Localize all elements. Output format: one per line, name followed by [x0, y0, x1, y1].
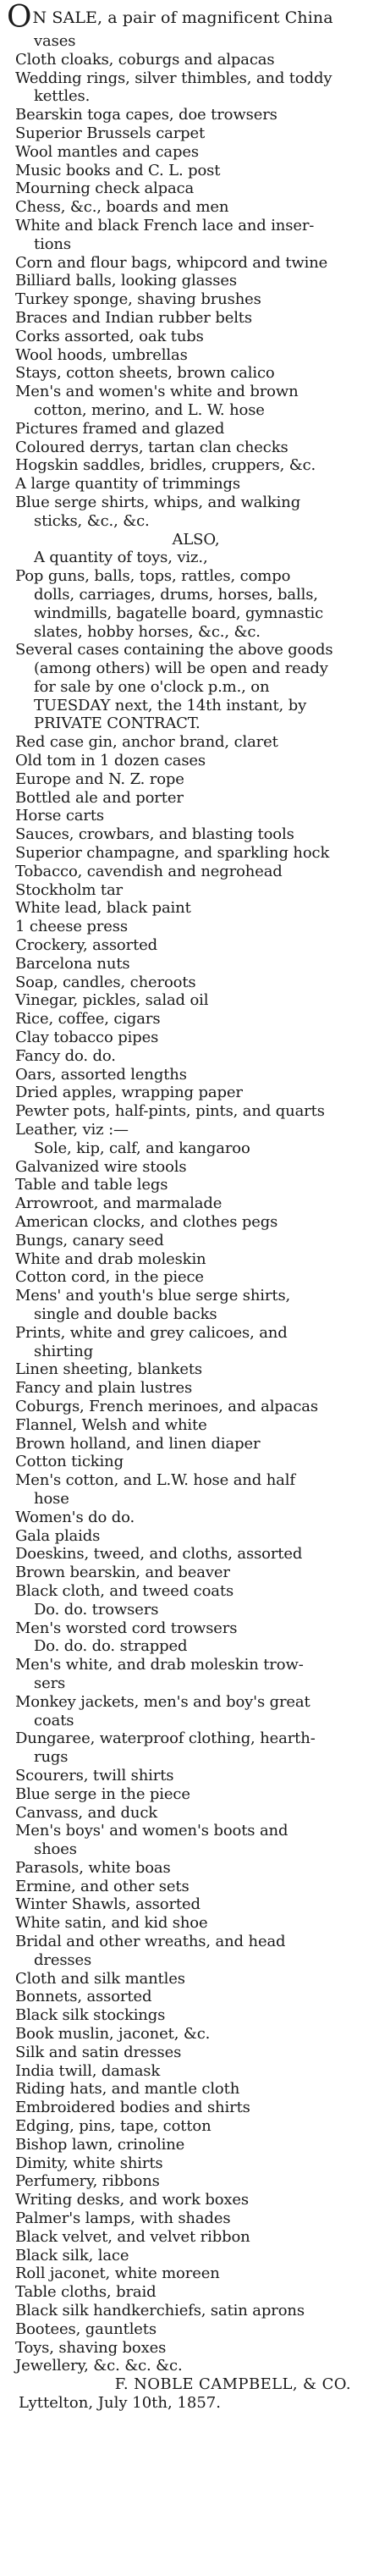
list-line: Bishop lawn, crinoline [15, 2135, 185, 2154]
list-line: Crockery, assorted [15, 936, 158, 955]
signature: F. NOBLE CAMPBELL, & CO. [114, 2375, 351, 2394]
list-line: vases [34, 32, 76, 50]
list-line: Roll jaconet, white moreen [15, 2264, 220, 2283]
list-line: Black velvet, and velvet ribbon [15, 2227, 250, 2246]
list-line: Cloth cloaks, coburgs and alpacas [15, 50, 275, 69]
list-line: PRIVATE CONTRACT. [34, 714, 200, 733]
list-line: Billiard balls, looking glasses [15, 272, 237, 290]
list-line: Red case gin, anchor brand, claret [15, 733, 278, 752]
list-line: White satin, and kid shoe [15, 1914, 208, 1933]
list-line: hose [34, 1489, 69, 1508]
list-line: Black silk handkerchiefs, satin aprons [15, 2302, 305, 2320]
list-line: Bridal and other wreaths, and head [15, 1933, 286, 1951]
list-line: Arrowroot, and marmalade [15, 1194, 222, 1213]
list-line: White lead, black paint [15, 899, 191, 918]
list-line: A large quantity of trimmings [15, 475, 240, 494]
list-line: Linen sheeting, blankets [15, 1360, 202, 1379]
list-line: Horse carts [15, 807, 104, 825]
list-line: tions [34, 234, 71, 253]
list-line: Braces and Indian rubber belts [15, 308, 252, 327]
list-line: for sale by one o'clock p.m., on [34, 677, 270, 696]
list-line: Rice, coffee, cigars [15, 1010, 161, 1029]
list-line: Superior Brussels carpet [15, 124, 206, 142]
list-line: Dried apples, wrapping paper [15, 1084, 243, 1102]
list-line: Toys, shaving boxes [15, 2338, 167, 2357]
list-line: TUESDAY next, the 14th instant, by [34, 696, 307, 714]
list-line: Bungs, canary seed [15, 1231, 164, 1249]
list-line: Riding hats, and mantle cloth [15, 2080, 240, 2099]
list-line: single and double backs [34, 1305, 217, 1323]
list-line: Stays, cotton sheets, brown calico [15, 364, 275, 383]
list-line: Prints, white and grey calicoes, and [15, 1323, 288, 1342]
list-line: Silk and satin dresses [15, 2043, 182, 2061]
list-line: Several cases containing the above goods [15, 641, 333, 659]
list-line: Sole, kip, calf, and kangaroo [34, 1139, 250, 1157]
list-line: Men's and women's white and brown [15, 383, 299, 401]
list-line: Wedding rings, silver thimbles, and toddy [15, 69, 332, 87]
list-line: Fancy do. do. [15, 1046, 116, 1065]
list-line: Parasols, white boas [15, 1858, 171, 1877]
list-line: Black silk stockings [15, 2006, 166, 2025]
list-line: Vinegar, pickles, salad oil [15, 991, 209, 1010]
list-line: Ermine, and other sets [15, 1877, 190, 1895]
list-line: Soap, candles, cheroots [15, 973, 196, 991]
list-line: cotton, merino, and L. W. hose [34, 400, 265, 419]
list-line: A quantity of toys, viz., [34, 549, 208, 567]
list-line: Men's white, and drab moleskin trow- [15, 1656, 304, 1674]
list-line: Men's boys' and women's boots and [15, 1822, 288, 1840]
list-line: Book muslin, jaconet, &c. [15, 2025, 211, 2044]
list-line: Stockholm tar [15, 880, 123, 899]
list-line: Superior champagne, and sparkling hock [15, 844, 330, 863]
list-line: kettles. [34, 87, 91, 106]
list-line: Pewter pots, half-pints, pints, and quarts [15, 1102, 325, 1121]
list-line: shirting [34, 1342, 94, 1360]
list-line: shoes [34, 1840, 77, 1859]
list-line: Dungaree, waterproof clothing, hearth- [15, 1729, 316, 1748]
list-line: Galvanized wire stools [15, 1157, 187, 1176]
list-line: Europe and N. Z. rope [15, 769, 184, 788]
goods-list [7, 32, 385, 2375]
list-line: Wool hoods, umbrellas [15, 345, 188, 364]
list-line: Clay tobacco pipes [15, 1029, 159, 1047]
list-line: Doeskins, tweed, and cloths, assorted [15, 1545, 303, 1564]
list-line: Tobacco, cavendish and negrohead [15, 862, 283, 880]
list-line: ALSO, [172, 530, 220, 549]
list-line: Brown bearskin, and beaver [15, 1564, 230, 1582]
list-line: Palmer's lamps, with shades [15, 2209, 231, 2228]
list-line: Perfumery, ribbons [15, 2172, 160, 2191]
list-line: (among others) will be open and ready [34, 659, 328, 678]
list-line: Men's worsted cord trowsers [15, 1619, 238, 1637]
list-line: White and black French lace and inser- [15, 216, 315, 234]
list-line: Mens' and youth's blue serge shirts, [15, 1287, 291, 1305]
list-line: Black cloth, and tweed coats [15, 1581, 234, 1600]
list-line: Jewellery, &c. &c. &c. [15, 2357, 183, 2375]
list-line: Wool mantles and capes [15, 142, 199, 161]
list-line: Scourers, twill shirts [15, 1766, 174, 1784]
list-line: Men's cotton, and L.W. hose and half [15, 1471, 295, 1490]
dateline: Lyttelton, July 10th, 1857. [19, 2394, 221, 2413]
list-line: Blue serge shirts, whips, and walking [15, 493, 301, 511]
list-line: Do. do. trowsers [34, 1600, 159, 1619]
list-line: Pop guns, balls, tops, rattles, compo [15, 567, 291, 586]
list-line: Gala plaids [15, 1526, 101, 1545]
list-line: Chess, &c., boards and men [15, 198, 229, 217]
list-line: Leather, viz :— [15, 1121, 129, 1139]
list-line: Canvass, and duck [15, 1803, 158, 1822]
list-line: Writing desks, and work boxes [15, 2191, 249, 2209]
list-line: Pictures framed and glazed [15, 419, 225, 438]
list-line: Black silk, lace [15, 2246, 129, 2264]
list-line: American clocks, and clothes pegs [15, 1213, 278, 1231]
list-line: Oars, assorted lengths [15, 1065, 187, 1084]
list-line: slates, hobby horses, &c., &c. [34, 622, 261, 641]
list-line: Flannel, Welsh and white [15, 1415, 207, 1434]
list-line: Embroidered bodies and shirts [15, 2099, 250, 2117]
list-line: Music books and C. L. post [15, 161, 221, 179]
list-line: Bonnets, assorted [15, 1988, 152, 2006]
list-line: Winter Shawls, assorted [15, 1895, 200, 1914]
list-line: Do. do. do. strapped [34, 1637, 188, 1656]
list-line: Monkey jackets, men's and boy's great [15, 1692, 310, 1711]
list-line: windmills, bagatelle board, gymnastic [34, 604, 324, 622]
list-line: Hogskin saddles, bridles, cruppers, &c. [15, 456, 316, 475]
list-line: Fancy and plain lustres [15, 1379, 193, 1398]
list-line: dolls, carriages, drums, horses, balls, [34, 585, 318, 604]
list-line: Table and table legs [15, 1176, 168, 1194]
list-line: rugs [34, 1748, 69, 1767]
list-line: India twill, damask [15, 2061, 161, 2080]
list-line: Cotton ticking [15, 1453, 124, 1471]
list-line: sticks, &c., &c. [34, 511, 150, 530]
list-line: White and drab moleskin [15, 1249, 206, 1268]
list-line: Sauces, crowbars, and blasting tools [15, 825, 294, 844]
list-line: Women's do do. [15, 1508, 135, 1526]
list-line: Edging, pins, tape, cotton [15, 2117, 211, 2136]
list-line: Bootees, gauntlets [15, 2320, 157, 2338]
list-line: Barcelona nuts [15, 954, 130, 973]
list-line: Bottled ale and porter [15, 788, 184, 807]
list-line: Table cloths, braid [15, 2283, 157, 2302]
list-line: sers [34, 1674, 66, 1692]
opening-text: N SALE, a pair of magnificent China [32, 8, 333, 27]
list-line: Turkey sponge, shaving brushes [15, 290, 261, 309]
list-line: Corn and flour bags, whipcord and twine [15, 253, 328, 272]
list-line: Blue serge in the piece [15, 1784, 190, 1803]
list-line: Cloth and silk mantles [15, 1969, 185, 1988]
opening-line [7, 0, 385, 35]
drop-cap: O [7, 0, 32, 35]
list-line: Dimity, white shirts [15, 2154, 163, 2172]
list-line: 1 cheese press [15, 918, 128, 936]
list-line: Cotton cord, in the piece [15, 1268, 204, 1287]
list-line: Coburgs, French merinoes, and alpacas [15, 1397, 318, 1415]
list-line: coats [34, 1711, 74, 1729]
list-line: Old tom in 1 dozen cases [15, 752, 206, 770]
list-line: Corks assorted, oak tubs [15, 327, 204, 345]
list-line: Bearskin toga capes, doe trowsers [15, 106, 277, 124]
list-line: Mourning check alpaca [15, 179, 195, 198]
list-line: Brown holland, and linen diaper [15, 1434, 261, 1453]
list-line: dresses [34, 1950, 92, 1969]
list-line: Coloured derrys, tartan clan checks [15, 438, 288, 456]
